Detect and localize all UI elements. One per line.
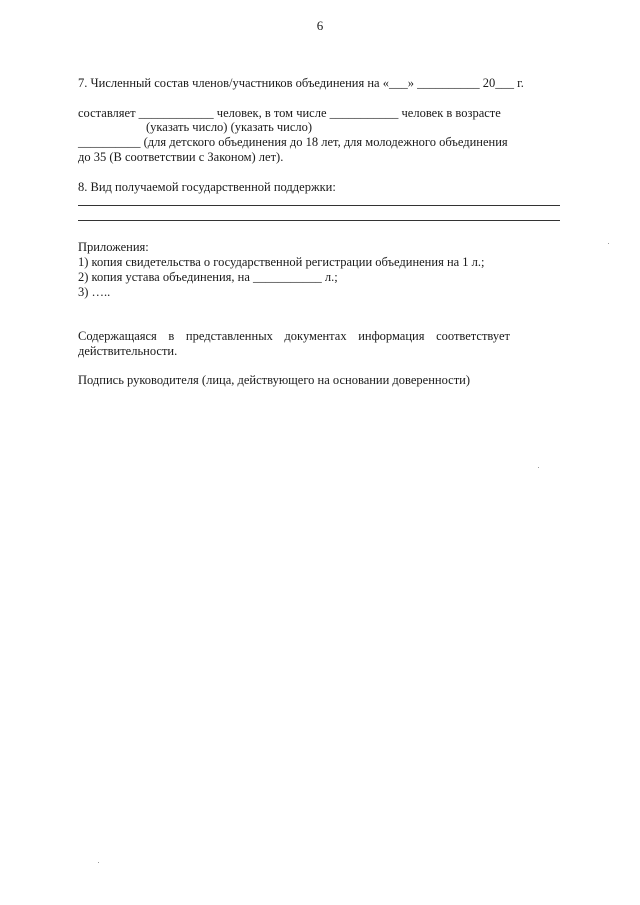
page-number: 6: [316, 18, 324, 33]
scan-speck: [538, 467, 539, 468]
support-line-1: [78, 205, 560, 206]
attachments-title: Приложения:: [78, 240, 149, 254]
section7-line1: 7. Численный состав членов/участников объединения на «___» __________ 20___ г.: [78, 76, 524, 90]
attachment-item-1: 1) копия свидетельства о государственной регистрации объединения на 1 л.;: [78, 255, 485, 269]
scan-speck: [98, 862, 99, 863]
section7-line2: составляет ____________ человек, в том числе ___________ человек в возрасте: [78, 106, 501, 120]
scan-speck: [608, 243, 609, 244]
signature-label: Подпись руководителя (лица, действующего на основании доверенности): [78, 373, 471, 387]
section7-hint: (указать число) (указать число): [146, 120, 313, 134]
attachment-item-3: 3) …..: [78, 285, 111, 299]
section8-title: 8. Вид получаемой государственной поддержки:: [78, 180, 336, 194]
section7-line4: __________ (для детского объединения до 18 лет, для молодежного объединения: [78, 135, 508, 149]
support-line-2: [78, 220, 560, 221]
section7-line5: до 35 (В соответствии с Законом) лет).: [78, 150, 284, 164]
attachment-item-2: 2) копия устава объединения, на ___________ л.;: [78, 270, 338, 284]
statement-line1: Содержащаяся в представленных документах информация соответствует: [78, 329, 510, 343]
statement-line2: действительности.: [78, 344, 178, 358]
